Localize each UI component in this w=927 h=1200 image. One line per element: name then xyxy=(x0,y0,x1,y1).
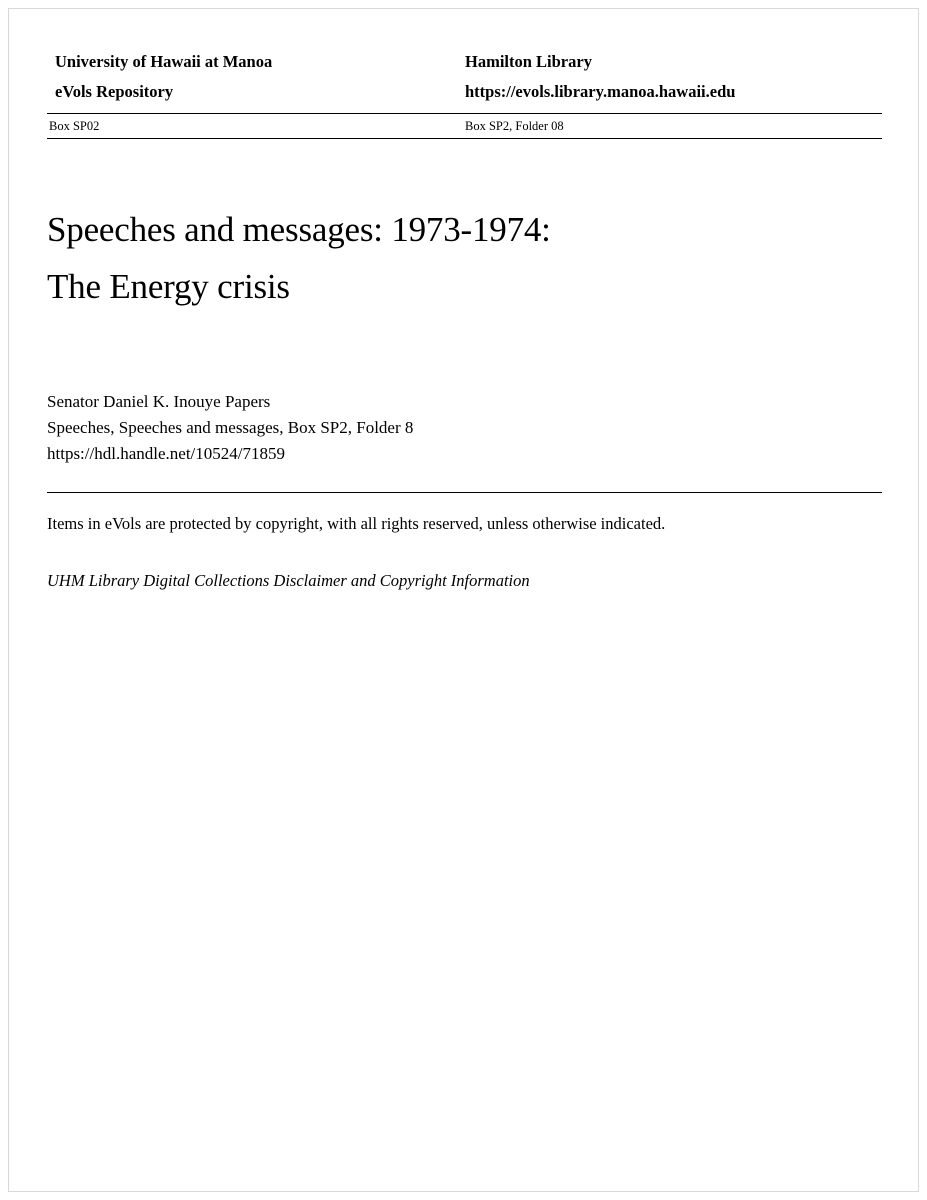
header-divider-bottom xyxy=(47,138,882,139)
page-content xyxy=(47,47,882,593)
disclaimer-link[interactable]: UHM Library Digital Collections Disclaimer and Copyright Information xyxy=(47,571,530,590)
header-row-box xyxy=(47,114,882,138)
page-title xyxy=(47,201,882,315)
citation-series: Speeches, Speeches and messages, Box SP2, Folder 8 xyxy=(47,418,414,437)
citation-handle-link[interactable]: https://hdl.handle.net/10524/71859 xyxy=(47,444,285,463)
rights-statement: Items in eVols are protected by copyright, with all rights reserved, unless otherwise indicated. xyxy=(47,514,666,533)
document-page xyxy=(8,8,919,1192)
citation-collection: Senator Daniel K. Inouye Papers xyxy=(47,392,271,411)
header-row-repository xyxy=(47,77,882,107)
repository-url[interactable]: https://evols.library.manoa.hawaii.edu xyxy=(465,82,736,101)
rights-divider xyxy=(47,492,882,493)
library-name: Hamilton Library xyxy=(465,52,592,71)
citation-block xyxy=(47,389,882,467)
page-title-line-1: Speeches and messages: 1973-1974: xyxy=(47,210,551,249)
box-label-right: Box SP2, Folder 08 xyxy=(465,119,564,133)
box-label-left: Box SP02 xyxy=(49,119,100,133)
page-title-line-2: The Energy crisis xyxy=(47,267,290,306)
header-row-institution xyxy=(47,47,882,77)
institution-name: University of Hawaii at Manoa xyxy=(55,52,273,71)
repository-name: eVols Repository xyxy=(55,82,174,101)
